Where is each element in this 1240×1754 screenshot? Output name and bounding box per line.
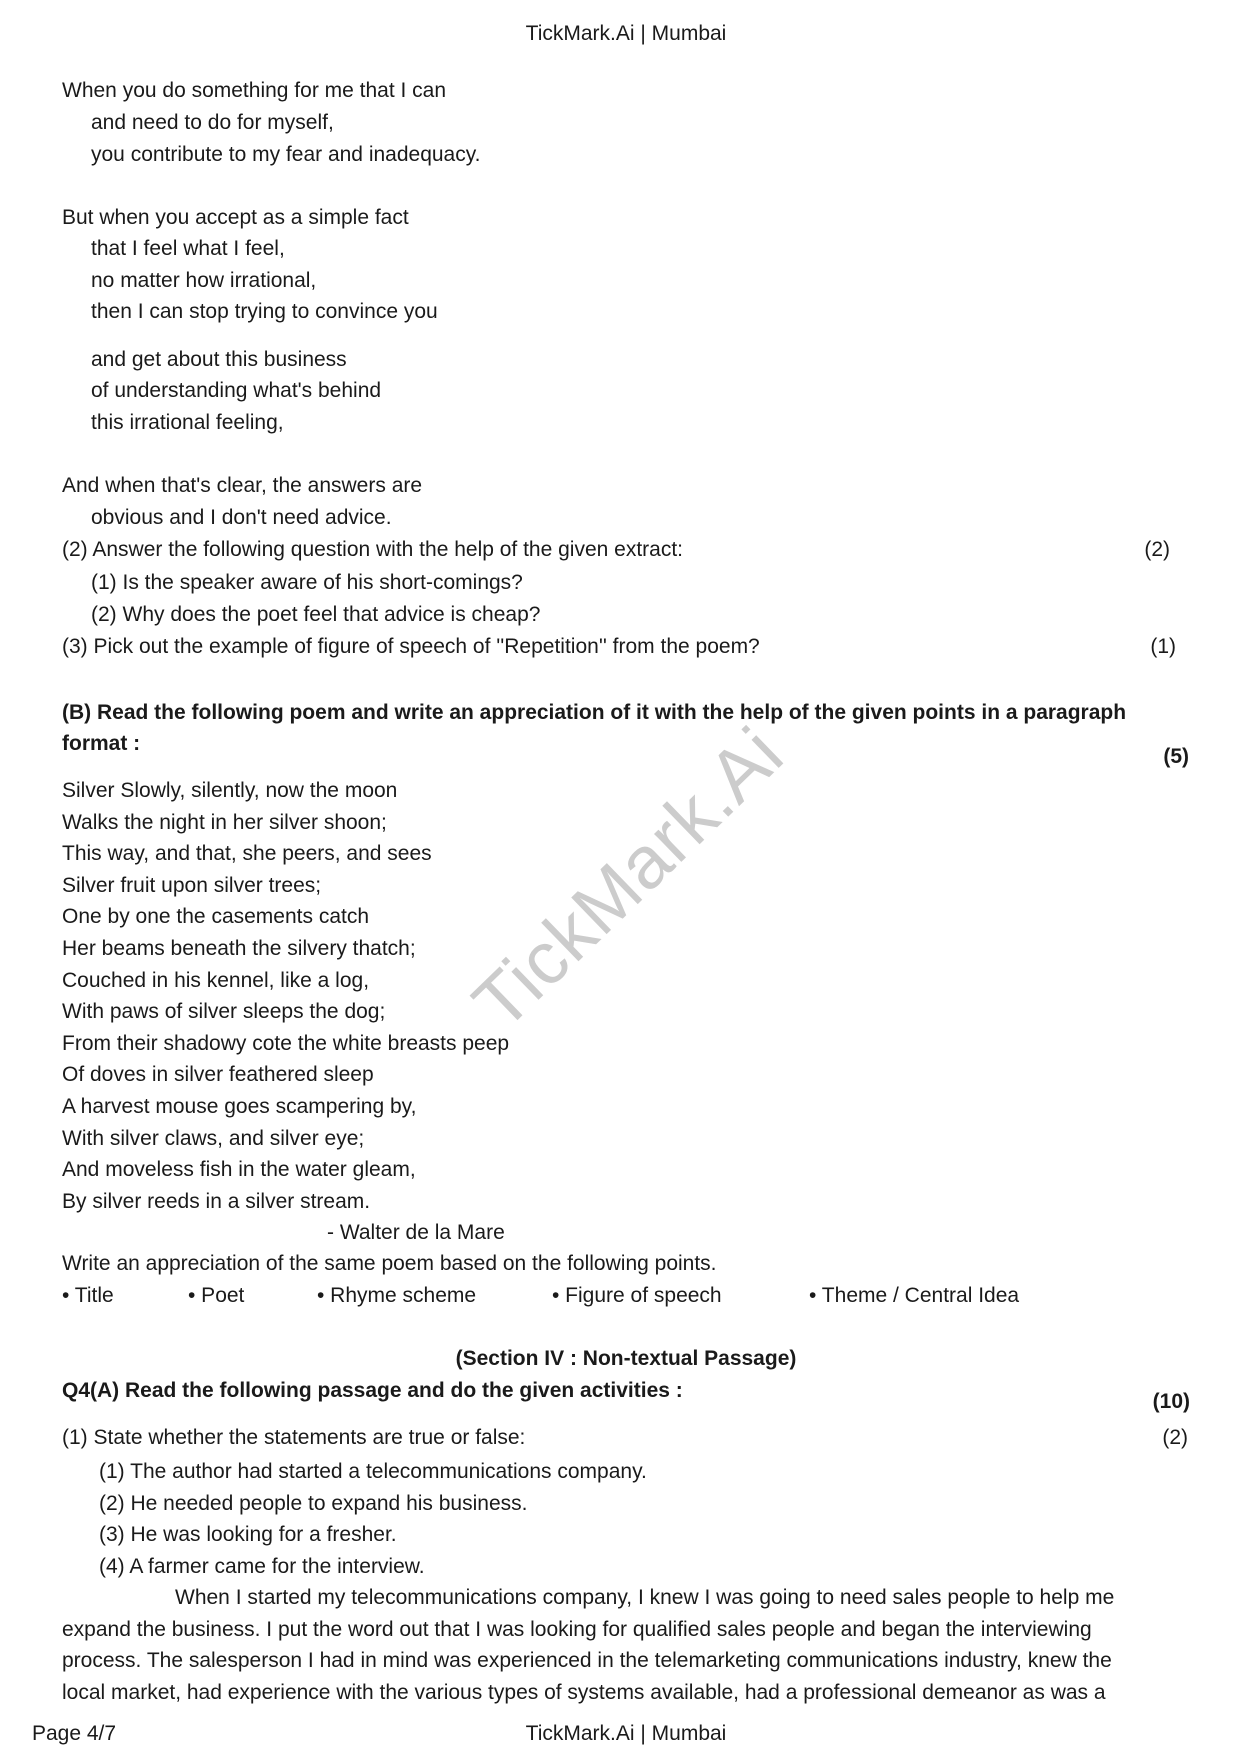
marks-label: (10) [1152, 1390, 1190, 1413]
passage-line: expand the business. I put the word out that I was looking for qualified sales people and began the interviewing [62, 1617, 1092, 1641]
poem-line: A harvest mouse goes scampering by, [62, 1094, 417, 1118]
point-item: • Poet [188, 1284, 245, 1307]
extract-line: you contribute to my fear and inadequacy. [91, 143, 481, 166]
marks-label: (2) [1144, 538, 1170, 561]
poem-author: - Walter de la Mare [327, 1221, 505, 1244]
watermark-text: TickMark.Ai [457, 711, 799, 1045]
point-item: • Figure of speech [552, 1284, 722, 1307]
extract-line: But when you accept as a simple fact [62, 206, 409, 229]
extract-line: And when that's clear, the answers are [62, 474, 423, 497]
section-b-heading: format : [62, 732, 141, 755]
poem-line: One by one the casements catch [62, 905, 370, 929]
appreciation-instruction: Write an appreciation of the same poem based on the following points. [62, 1252, 717, 1275]
point-item: • Title [62, 1284, 114, 1307]
q4a-heading: Q4(A) Read the following passage and do the given activities : [62, 1379, 683, 1402]
extract-line: that I feel what I feel, [91, 237, 285, 260]
extract-line: this irrational feeling, [91, 411, 284, 434]
statement-item: (2) He needed people to expand his business. [99, 1491, 528, 1515]
statement-item: (1) The author had started a telecommunications company. [99, 1460, 647, 1483]
extract-line: and need to do for myself, [91, 111, 334, 134]
activity-text: (1) State whether the statements are true or false: [62, 1426, 526, 1449]
poem-line: Silver Slowly, silently, now the moon [62, 779, 398, 802]
page-footer: TickMark.Ai | Mumbai [525, 1722, 727, 1745]
sub-question: (2) Why does the poet feel that advice is cheap? [91, 603, 541, 626]
marks-label: (1) [1150, 635, 1176, 658]
poem-line: Silver fruit upon silver trees; [62, 873, 322, 897]
point-item: • Theme / Central Idea [809, 1284, 1020, 1307]
extract-line: obvious and I don't need advice. [91, 506, 392, 529]
point-item: • Rhyme scheme [317, 1284, 477, 1307]
passage-line: local market, had experience with the various types of systems available, had a professional demeanor as was a [62, 1680, 1106, 1704]
statement-item: (3) He was looking for a fresher. [99, 1523, 397, 1547]
extract-line: then I can stop trying to convince you [91, 300, 438, 323]
poem-line: From their shadowy cote the white breasts peep [62, 1031, 510, 1055]
poem [62, 775, 509, 1217]
extract-line: of understanding what's behind [91, 379, 382, 402]
poem-line: With silver claws, and silver eye; [62, 1126, 365, 1150]
statements-list [99, 1456, 647, 1582]
poem-line: Of doves in silver feathered sleep [62, 1063, 374, 1087]
question-text: (3) Pick out the example of figure of speech of ''Repetition'' from the poem? [62, 635, 760, 658]
extract-line: When you do something for me that I can [62, 79, 447, 102]
poem-line: Her beams beneath the silvery thatch; [62, 936, 416, 960]
statement-item: (4) A farmer came for the interview. [99, 1554, 425, 1578]
section-b-heading: (B) Read the following poem and write an appreciation of it with the help of the given points in a paragraph [62, 701, 1127, 724]
sub-question: (1) Is the speaker aware of his short-comings? [91, 571, 523, 594]
poem-line: This way, and that, she peers, and sees [62, 842, 432, 866]
poem-line: With paws of silver sleeps the dog; [62, 1000, 386, 1024]
extract-line: no matter how irrational, [91, 269, 317, 292]
poem-line: Couched in his kennel, like a log, [62, 968, 370, 992]
extract-line: and get about this business [91, 348, 347, 371]
passage-line: When I started my telecommunications company, I knew I was going to need sales people to help me [175, 1586, 1115, 1609]
page-header: TickMark.Ai | Mumbai [525, 22, 727, 45]
poem-line: Walks the night in her silver shoon; [62, 810, 387, 834]
passage-line: process. The salesperson I had in mind was experienced in the telemarketing communications industry, knew the [62, 1649, 1112, 1673]
question-text: (2) Answer the following question with the help of the given extract: [62, 538, 684, 561]
marks-label: (5) [1163, 745, 1189, 768]
poem-line: And moveless fish in the water gleam, [62, 1158, 416, 1182]
marks-label: (2) [1162, 1426, 1188, 1449]
page-number: Page 4/7 [32, 1722, 117, 1745]
passage [62, 1582, 1114, 1708]
poem-line: By silver reeds in a silver stream. [62, 1189, 371, 1213]
section-title: (Section IV : Non-textual Passage) [455, 1347, 797, 1370]
